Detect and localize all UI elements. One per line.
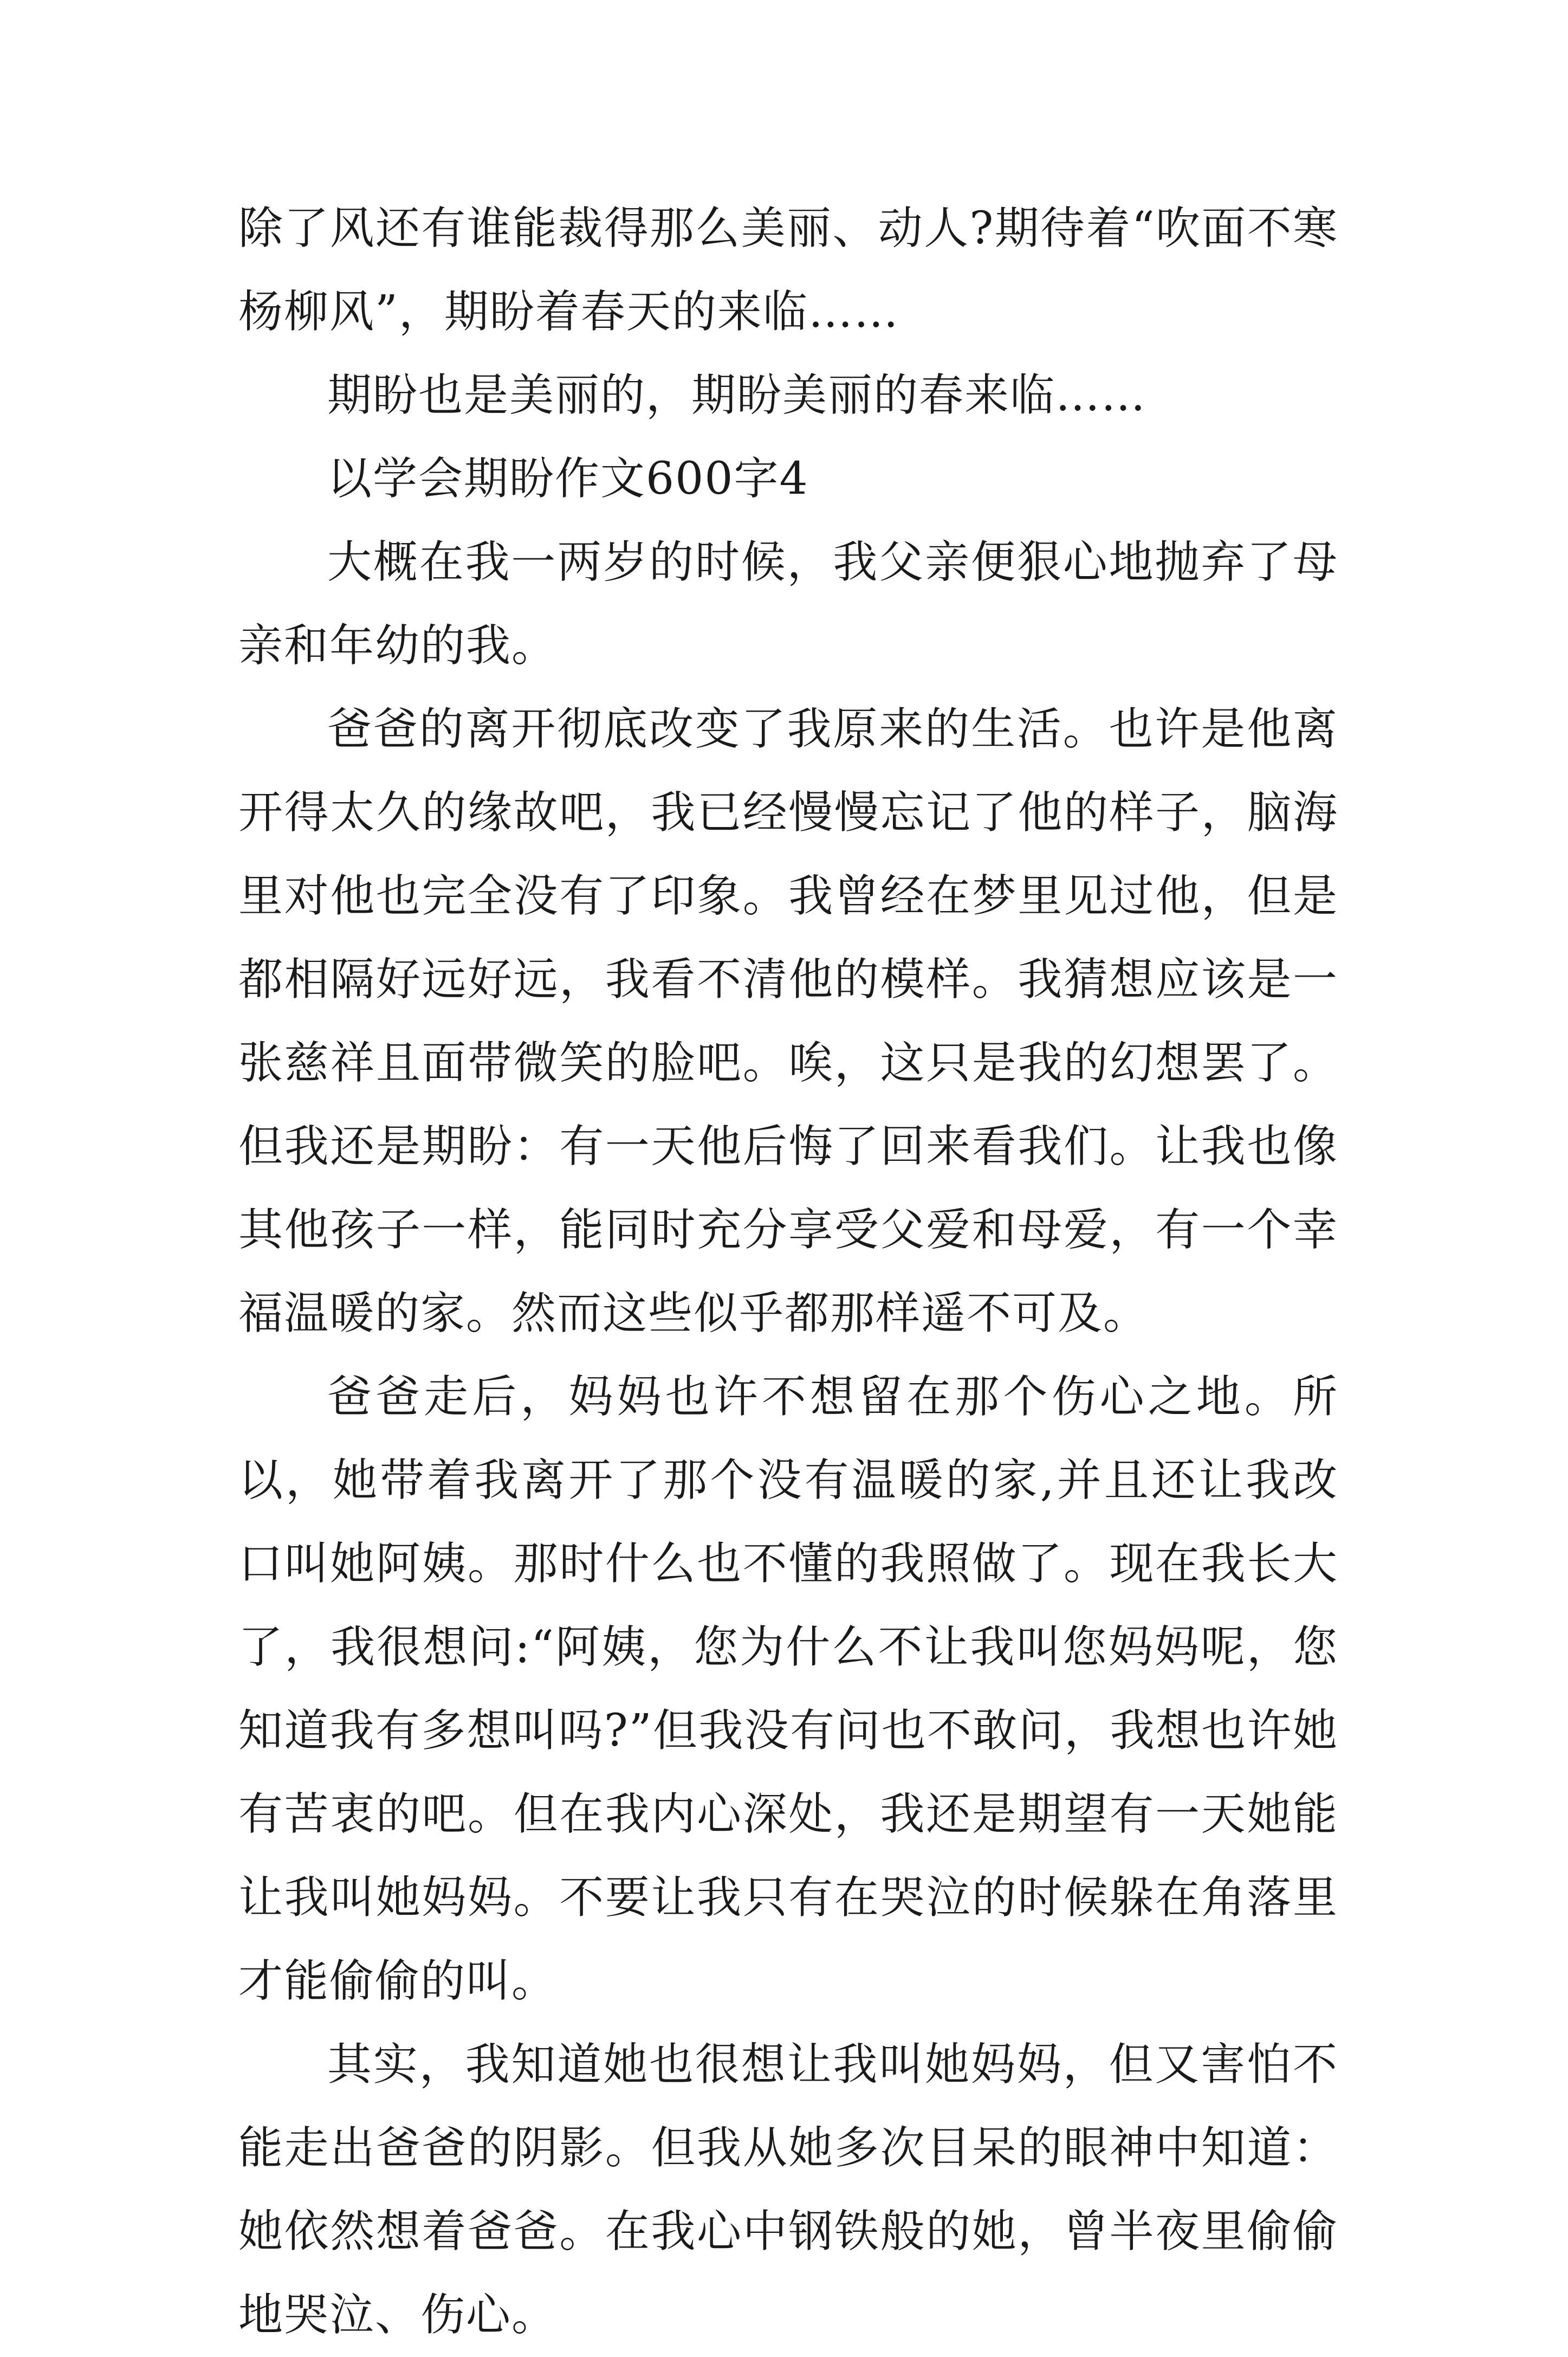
section-heading: 以学会期盼作文600字4	[327, 453, 809, 505]
paragraph: 爸爸走后，妈妈也许不想留在那个伤心之地。所以，她带着我离开了那个没有温暖的家,并且还让我改口叫她阿姨。那时什么也不懂的我照做了。现在我长大了，我很想问:“阿姨，您为什么不让我叫您妈妈呢，您知道我有多想叫吗?”但我没有问也不敢问，我想也许她有苦衷的吧。但在我内心深处，我还是期望有一天她能让我叫她妈妈。不要让我只有在哭泣的时候躲在角落里才能偷偷的叫。	[238, 1371, 1338, 2007]
paragraph: 大概在我一两岁的时候，我父亲便狠心地抛弃了母亲和年幼的我。	[238, 537, 1338, 671]
body-text	[238, 187, 1338, 2357]
paragraph: 其实，我知道她也很想让我叫她妈妈，但又害怕不能走出爸爸的阴影。但我从她多次目呆的眼神中知道：她依然想着爸爸。在我心中钢铁般的她，曾半夜里偷偷地哭泣、伤心。	[238, 2039, 1338, 2341]
paragraph: 期盼也是美丽的，期盼美丽的春来临……	[327, 370, 1147, 421]
paragraph-continuation: 除了风还有谁能裁得那么美丽、动人?期待着“吹面不寒杨柳风”，期盼着春天的来临……	[238, 203, 1338, 338]
paragraph: 爸爸的离开彻底改变了我原来的生活。也许是他离开得太久的缘故吧，我已经慢慢忘记了他的样子，脑海里对他也完全没有了印象。我曾经在梦里见过他，但是都相隔好远好远，我看不清他的模样。我猜想应该是一张慈祥且面带微笑的脸吧。唉，这只是我的幻想罢了。但我还是期盼：有一天他后悔了回来看我们。让我也像其他孩子一样，能同时充分享受父爱和母爱，有一个幸福温暖的家。然而这些似乎都那样遥不可及。	[238, 703, 1338, 1339]
